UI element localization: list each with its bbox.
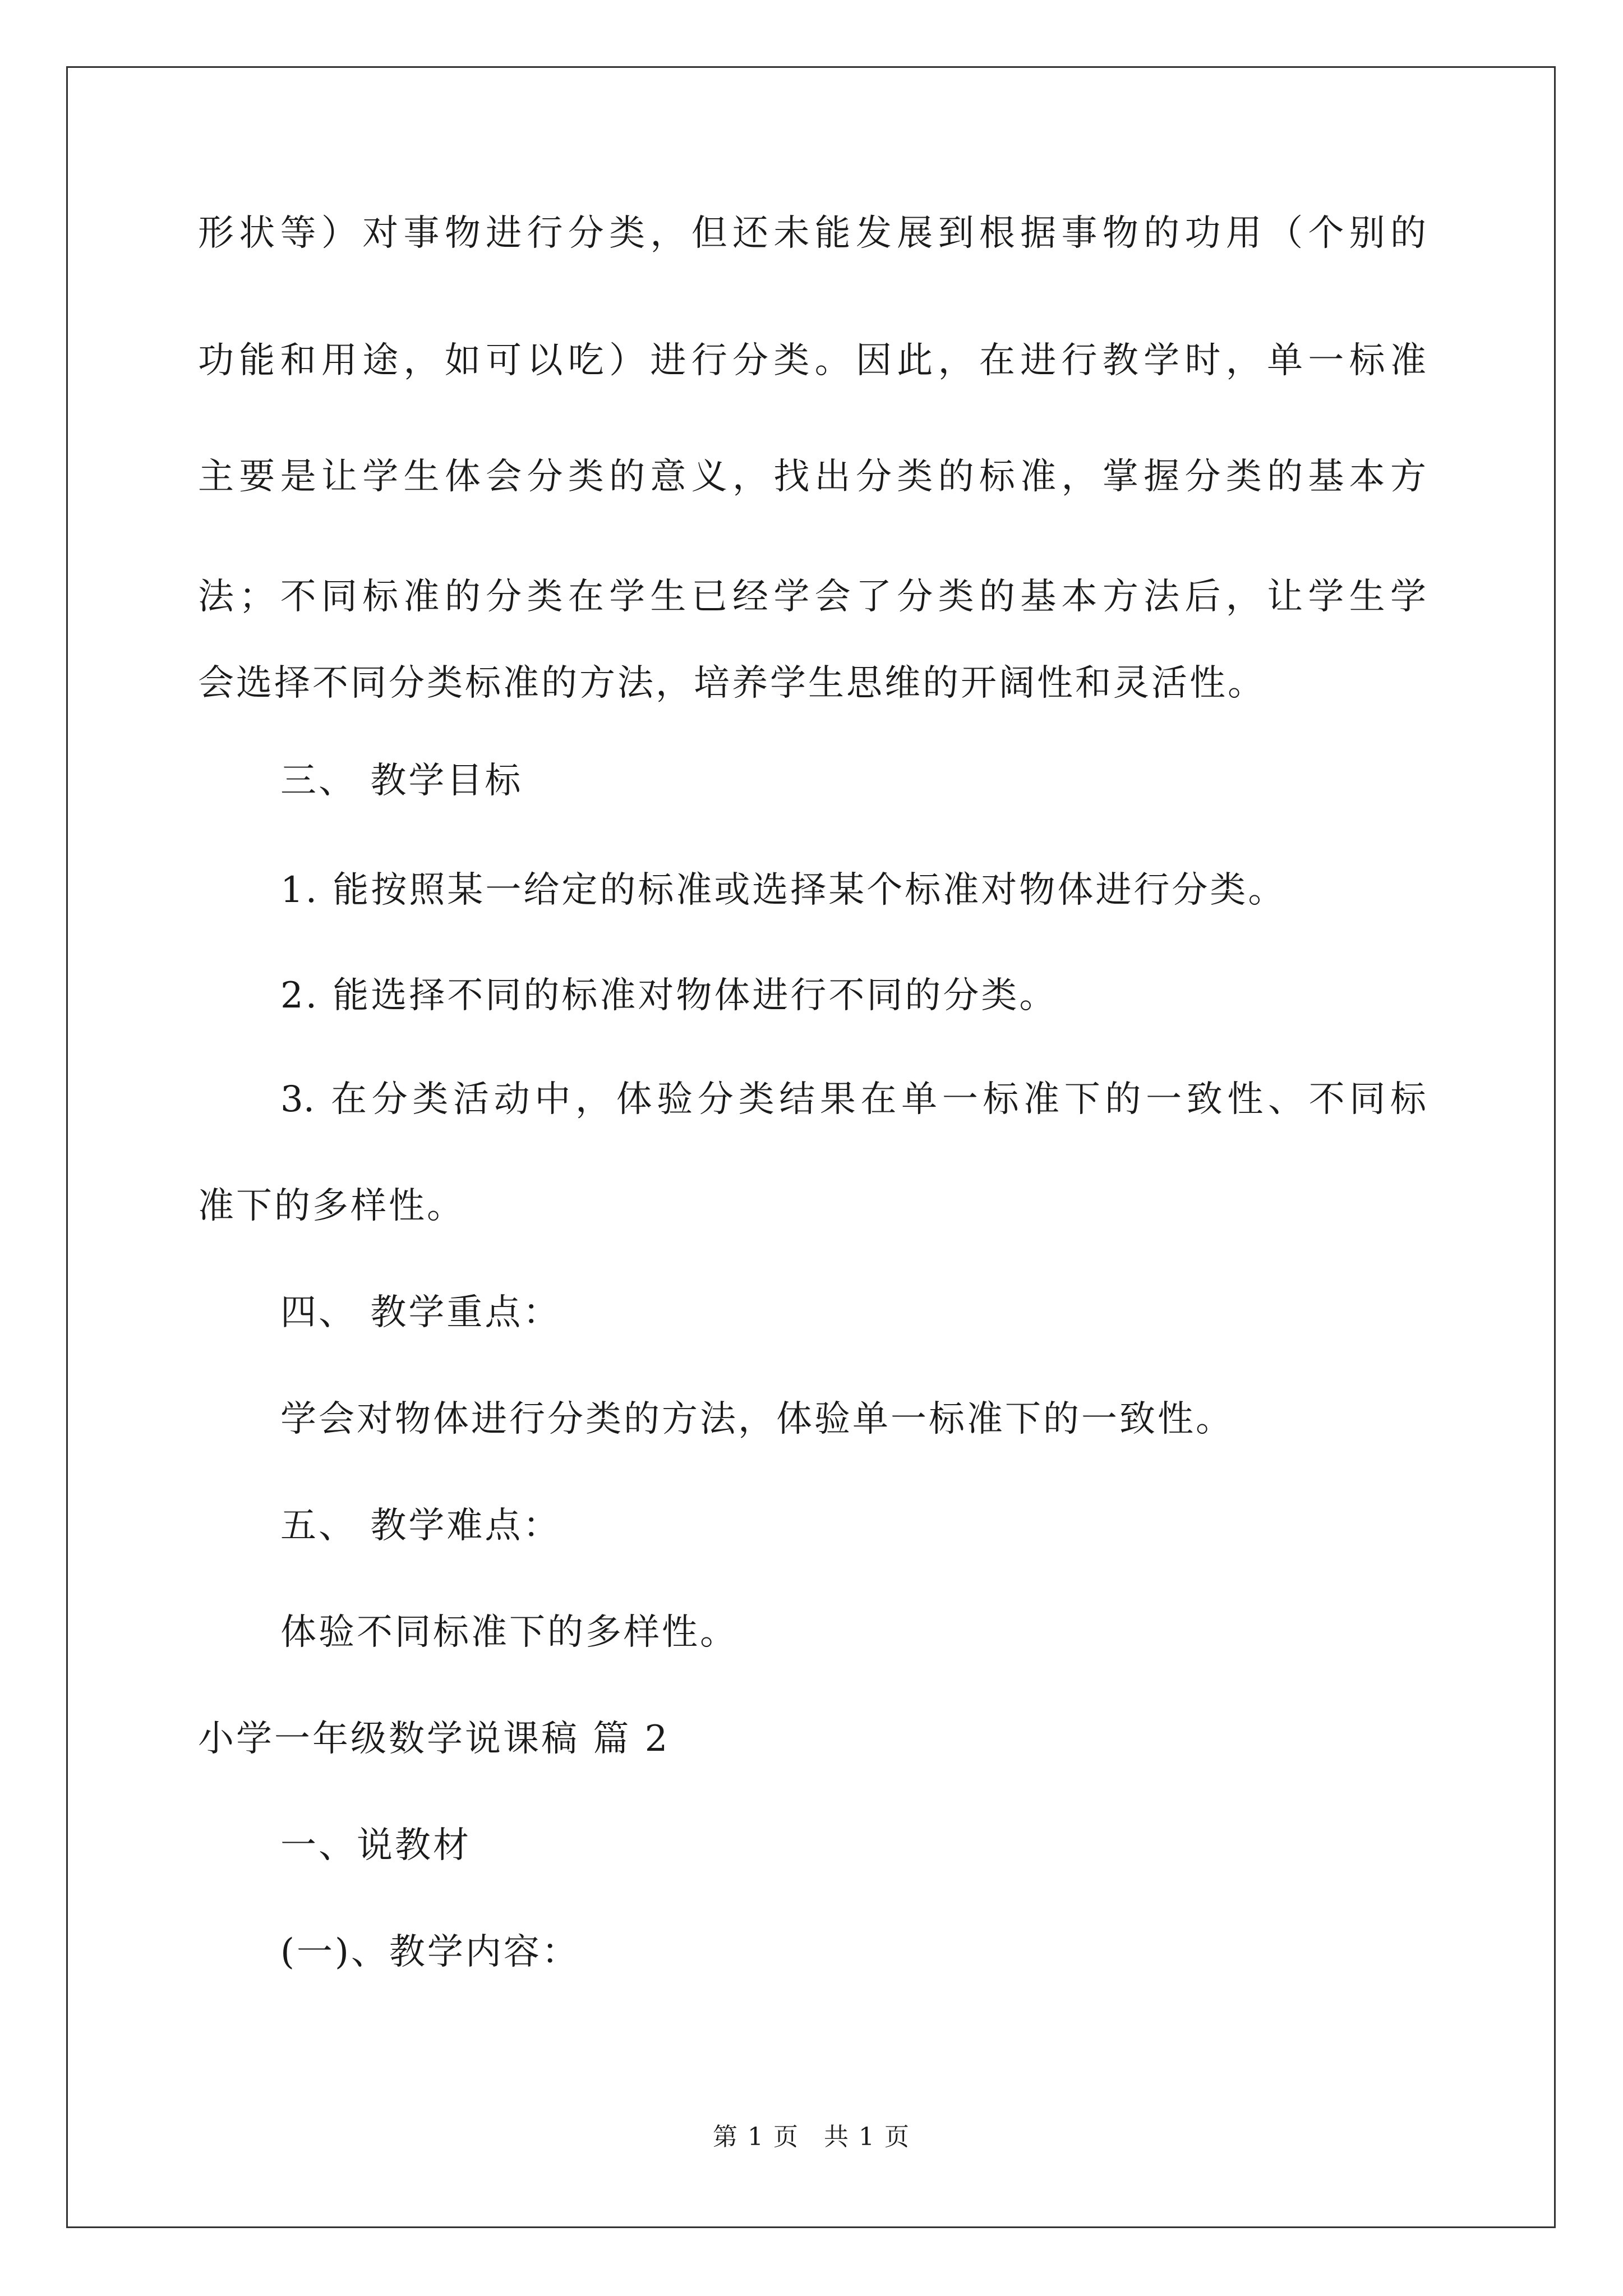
body-line-2: 功能和用途，如可以吃）进行分类。因此，在进行教学时，单一标准 (198, 340, 1426, 381)
page-total: 共 1 页 (824, 2123, 910, 2151)
goal-item-1: 1. 能按照某一给定的标准或选择某个标准对物体进行分类。 (280, 869, 1287, 911)
body-line-4: 法；不同标准的分类在学生已经学会了分类的基本方法后，让学生学 (198, 576, 1426, 618)
part-heading-textbook: 一、说教材 (280, 1825, 471, 1866)
article-title: 小学一年级数学说课稿 篇 2 (198, 1718, 670, 1760)
difficulties-text: 体验不同标准下的多样性。 (280, 1612, 738, 1653)
key-points-text: 学会对物体进行分类的方法，体验单一标准下的一致性。 (280, 1398, 1234, 1440)
page-footer (0, 2120, 1623, 2154)
body-line-5: 会选择不同分类标准的方法，培养学生思维的开阔性和灵活性。 (198, 662, 1266, 704)
subheading-teaching-content: (一)、教学内容： (280, 1931, 580, 1973)
section-heading-difficulties: 五、 教学难点： (280, 1505, 561, 1547)
body-line-3: 主要是让学生体会分类的意义，找出分类的标准，掌握分类的基本方 (198, 456, 1426, 498)
goal-item-3-continued: 准下的多样性。 (198, 1185, 465, 1227)
goal-item-3: 3. 在分类活动中，体验分类结果在单一标准下的一致性、不同标 (280, 1079, 1426, 1120)
section-heading-goals: 三、 教学目标 (280, 760, 523, 802)
body-line-1: 形状等）对事物进行分类，但还未能发展到根据事物的功用（个别的 (198, 213, 1426, 254)
section-heading-key-points: 四、 教学重点： (280, 1292, 561, 1333)
page-border (66, 66, 1556, 2228)
goal-item-2: 2. 能选择不同的标准对物体进行不同的分类。 (280, 975, 1058, 1016)
page-number: 第 1 页 (713, 2123, 799, 2151)
